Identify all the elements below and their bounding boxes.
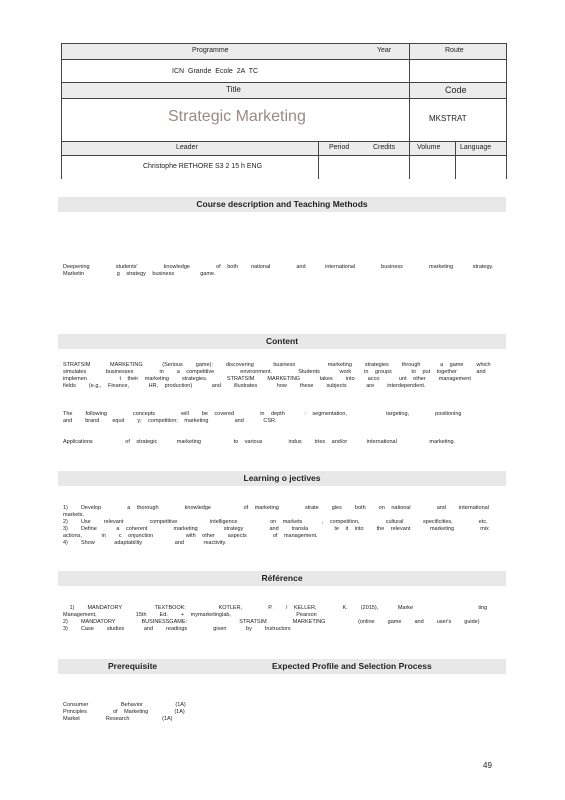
section-bar-prerequisite bbox=[58, 659, 506, 674]
reference-text: 1) MANDATORY TEXTBOOK: KOTLER, P. / KELLER, K. (2015), Marke ting Management, 15th Ed. + mymarketinglab, Pearson 2) MANDATORY BUSINESSGAME: STRATSIM MARKETING (online game and user's guide) 3) Case studies and readings given by Instructors bbox=[63, 605, 488, 632]
leader-value: Christophe RETHORE S3 2 15 h ENG bbox=[143, 163, 263, 170]
page-number: 49 bbox=[483, 761, 492, 770]
course-code: MKSTRAT bbox=[429, 114, 467, 123]
section-title-expected-profile: Expected Profile and Selection Process bbox=[272, 661, 432, 671]
section-title-prerequisite: Prerequisite bbox=[108, 661, 158, 671]
learning-objectives-text: 1) Develop a thorough knowledge of marketing strate gies both on national and international markets. 2) Use relevant competitive intelligence on markets , competition, cultural specificities, etc. 3) Define a coherent marketing strategy and transla te it into the relevant marketing mix actions, in c onjunction with other aspects of management. 4) Show adaptability and reactivity. bbox=[63, 505, 489, 546]
volume-label: Volume bbox=[417, 144, 441, 151]
course-header-table bbox=[61, 43, 507, 179]
credits-label: Credits bbox=[373, 144, 396, 151]
content-paragraph-2: The following concepts will be covered in depth : segmentation, targeting, positioning and brand equit y; competition; marketing and CSR. bbox=[63, 411, 495, 424]
content-paragraph-3: Applications of strategic marketing to various indus tries and/or international marketing. bbox=[63, 439, 456, 445]
section-title-content: Content bbox=[58, 334, 506, 349]
year-label: Year bbox=[377, 47, 392, 54]
course-description-text: Deepening students' knowledge of both national and international business marketing strategy. Marketin g strategy business game. bbox=[63, 264, 514, 277]
language-label: Language bbox=[460, 144, 492, 151]
section-title-course-description: Course description and Teaching Methods bbox=[58, 197, 506, 212]
title-label: Title bbox=[226, 85, 241, 94]
section-title-reference: Référence bbox=[58, 571, 506, 586]
programme-label: Programme bbox=[192, 47, 229, 54]
period-label: Period bbox=[329, 144, 350, 151]
leader-label: Leader bbox=[176, 144, 198, 151]
content-paragraph-1: STRATSIM MARKETING (Serious game): discovering business marketing strategies through a game which simulates businesses in a competitive environment. Students work in groups to put together and implemen t their marketing strategies. STRATSIM MARKETING takes into acco unt other management fields (e.g., Finance, HR, production) and illustrates how these subjects are interdependent. bbox=[63, 362, 499, 389]
programme-value: ICN Grande Ecole 2A TC bbox=[172, 68, 259, 75]
prerequisite-text: Consumer Behavior (1A) Principles of Marketing (1A) Market Research (1A) bbox=[63, 702, 186, 722]
course-title: Strategic Marketing bbox=[168, 108, 306, 125]
route-label: Route bbox=[445, 47, 464, 54]
code-label: Code bbox=[445, 85, 467, 95]
section-title-learning-objectives: Learning o jectives bbox=[58, 471, 506, 486]
